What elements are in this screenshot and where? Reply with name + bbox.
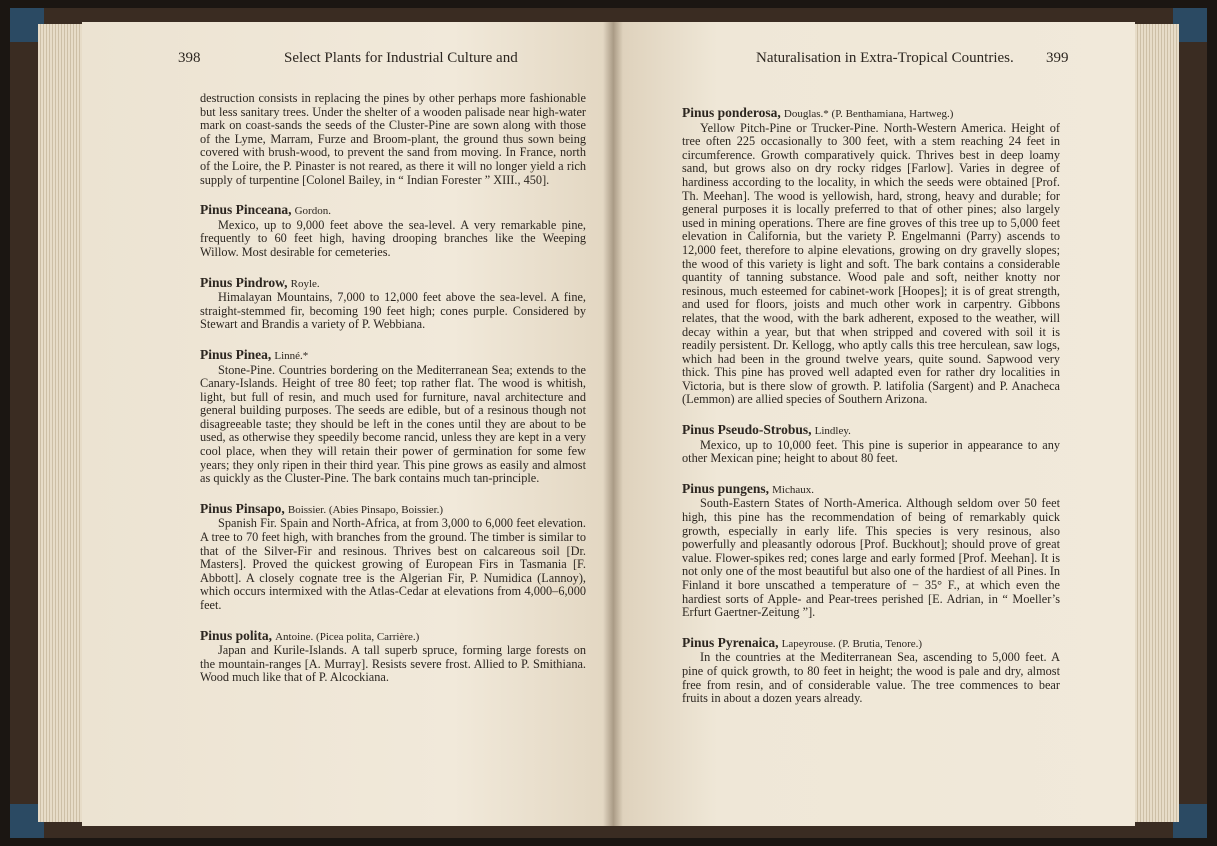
entry-text: Stone-Pine. Countries bordering on the Mediterranean Sea; extends to the Canary-Islands. Height of tree 80 feet; top rather flat. The wood is whitish, light, but full of resin, and much used for furniture, naval architecture and general building purposes. The seeds are edible, but of a resinous though not disagreeable taste; they should be left in the cones until they are about to be used, as otherwise they speedily become rancid, unless they are kept in a very cool place, when they will retain their power of germination for some few years; they only ripen in their third year. This pine grows as easily and almost as quickly as the Cluster-Pine. The bark contains much tan-principle. [200,362,586,486]
entry-name: Pinus Pyrenaica, [682,634,779,650]
right-running-title: Naturalisation in Extra-Tropical Countries. [756,50,1014,66]
entry-name: Pinus Pseudo-Strobus, [682,422,812,438]
entry-pinus-polita [200,629,586,685]
entry-text: Mexico, up to 10,000 feet. This pine is superior in appearance to any other Mexican pine; height to about 80 feet. [682,437,1060,466]
entry-name: Pinus ponderosa, [682,105,781,120]
entry-pinus-pinceana [200,203,586,259]
left-running-title: Select Plants for Industrial Culture and [284,50,518,66]
entry-text: Yellow Pitch-Pine or Trucker-Pine. North-Western America. Height of tree often 225 occasionally to 300 feet, with a stem reaching 24 feet in circumference. Growth comparatively quick. Thrives best in deep loamy sand, but grows also on dry rocky ridges [Farlow]. Varies in degree of hardiness according to the locality, in which the seeds were obtained [Prof. Th. Meehan]. The wood is yellowish, hard, strong, heavy and durable; for general purposes it is locally preferred to that of other pines; also largely used in mining operations. There are fine groves of this tree up to 5,000 feet elevation in California, but the variety P. Engelmanni (Parry) ascends to 12,000 feet, therefore to alpine elevations, growing on dry gravelly slopes; the wood of this variety is light and soft. The bark contains a considerable quantity of tanning substance. Wood pale and soft, neither knotty nor resinous, much esteemed for cabinet-work [Hoopes]; it is of great strength, and used for floors, joists and much other work in carpentry. Gibbons relates, that the wood, with the bark adherent, exposed to the weather, will decay within a year, but that when stripped and covered with soil it is readily persistent. Dr. Kellogg, who aptly calls this tree herculean, saw logs, which had been in the ground twelve years, quite sound. Sapwood very thick. This pine has proved well adapted even for rather dry localities in Victoria, but is there slow of growth. P. latifolia (Sargent) and P. Anacheca (Lemmon) are allied species of Southern Arizona. [682,120,1060,407]
entry-name: Pinus Pindrow, [200,274,288,290]
entry-text: Himalayan Mountains, 7,000 to 12,000 feet above the sea-level. A fine, straight-stemmed fir, becoming 190 feet high; cones purple. Considered by Stewart and Brandis a variety of P. Webbiana. [200,290,586,332]
entry-text: South-Eastern States of North-America. Although seldom over 50 feet high, this pine has the recommendation of being of remarkably quick growth, especially in early life. This species is very resinous, also powerfully and pleasantly odorous [Prof. Buckhout]; should prove of great value. Flower-spikes red; cones large and early formed [Prof. Meehan]. It is not only one of the most beautiful but also one of the hardiest of all Pines. In Finland it bore unscathed a temperature of − 35° F., at which even the hardiest sorts of Apple- and Pear-trees perished [E. Adrian, in “ Moeller’s Erfurt Gaertner-Zeitung ”]. [682,496,1060,620]
entry-authority: Lapeyrouse. (P. Brutia, Tenore.) [781,637,923,650]
entry-name: Pinus Pinea, [200,346,272,362]
page-edges-right [1135,24,1179,822]
entry-pinus-pyrenaica [682,636,1060,706]
left-page-number: 398 [178,50,201,66]
entry-authority: Antoine. (Picea polita, Carrière.) [275,630,420,643]
entry-authority: Lindley. [814,425,851,438]
entry-pinus-pindrow [200,276,586,332]
entry-authority: Royle. [290,277,320,290]
entry-pinus-pinea [200,348,586,486]
entry-name: Pinus polita, [200,627,273,643]
entry-authority: Boissier. (Abies Pinsapo, Boissier.) [287,503,444,516]
entry-authority: Douglas.* (P. Benthamiana, Hartweg.) [783,108,954,120]
entry-pinus-pseudo-strobus [682,423,1060,466]
entry-name: Pinus Pinsapo, [200,500,285,516]
entry-pinus-pungens [682,482,1060,620]
entry-authority: Gordon. [294,205,331,218]
entry-text: Mexico, up to 9,000 feet above the sea-level. A very remarkable pine, frequently to 60 feet high, having drooping branches like the Weeping Willow. Most desirable for cemeteries. [200,217,586,259]
entry-text: Spanish Fir. Spain and North-Africa, at from 3,000 to 6,000 feet elevation. A tree to 70 feet high, with branches from the ground. The timber is similar to that of the Silver-Fir and resinous. Thrives best on calcareous soil [Dr. Masters]. Proved the quickest growing of European Firs in Tasmania [F. Abbott]. A closely cognate tree is the Algerian Fir, P. Numidica (Lannoy), which occurs intermixed with the Atlas-Cedar at elevations from 4,000–6,000 feet. [200,516,586,612]
entry-name: Pinus Pinceana, [200,202,292,218]
continuation-paragraph: destruction consists in replacing the pines by other perhaps more fashionable but less sanitary trees. Under the shelter of a wooden palisade near high-water mark on coast-sands the seeds of the Cluster-Pine are sown along with those of the Lyme, Marram, Furze and Broom-plant, the ground thus sown being covered with brush-wood, to prevent the sand from moving. In France, north of the Loire, the P. Pinaster is not reared, as there it will no longer yield a rich supply of turpentine [Colonel Bailey, in “ Indian Forester ” XIII., 450]. [200,91,586,187]
left-page-text [200,92,586,701]
entry-authority: Michaux. [772,483,814,496]
entry-name: Pinus pungens, [682,480,770,496]
page-edges-left [38,24,82,822]
entry-pinus-pinsapo [200,502,586,613]
entry-pinus-ponderosa [682,106,1060,407]
right-page-number: 399 [1046,50,1069,66]
entry-text: In the countries at the Mediterranean Sea, ascending to 5,000 feet. A pine of quick growth, to 80 feet in height; the wood is pale and dry, almost free from resin, and of considerable value. The tree commences to bear fruits in about a dozen years already. [682,650,1060,706]
entry-text: Japan and Kurile-Islands. A tall superb spruce, forming large forests on the mountain-ranges [A. Murray]. Resists severe frost. Allied to P. Smithiana. Wood much like that of P. Alcockiana. [200,643,586,685]
right-page-text [682,106,1060,722]
entry-authority: Linné.* [274,349,309,362]
book-gutter [603,22,623,826]
